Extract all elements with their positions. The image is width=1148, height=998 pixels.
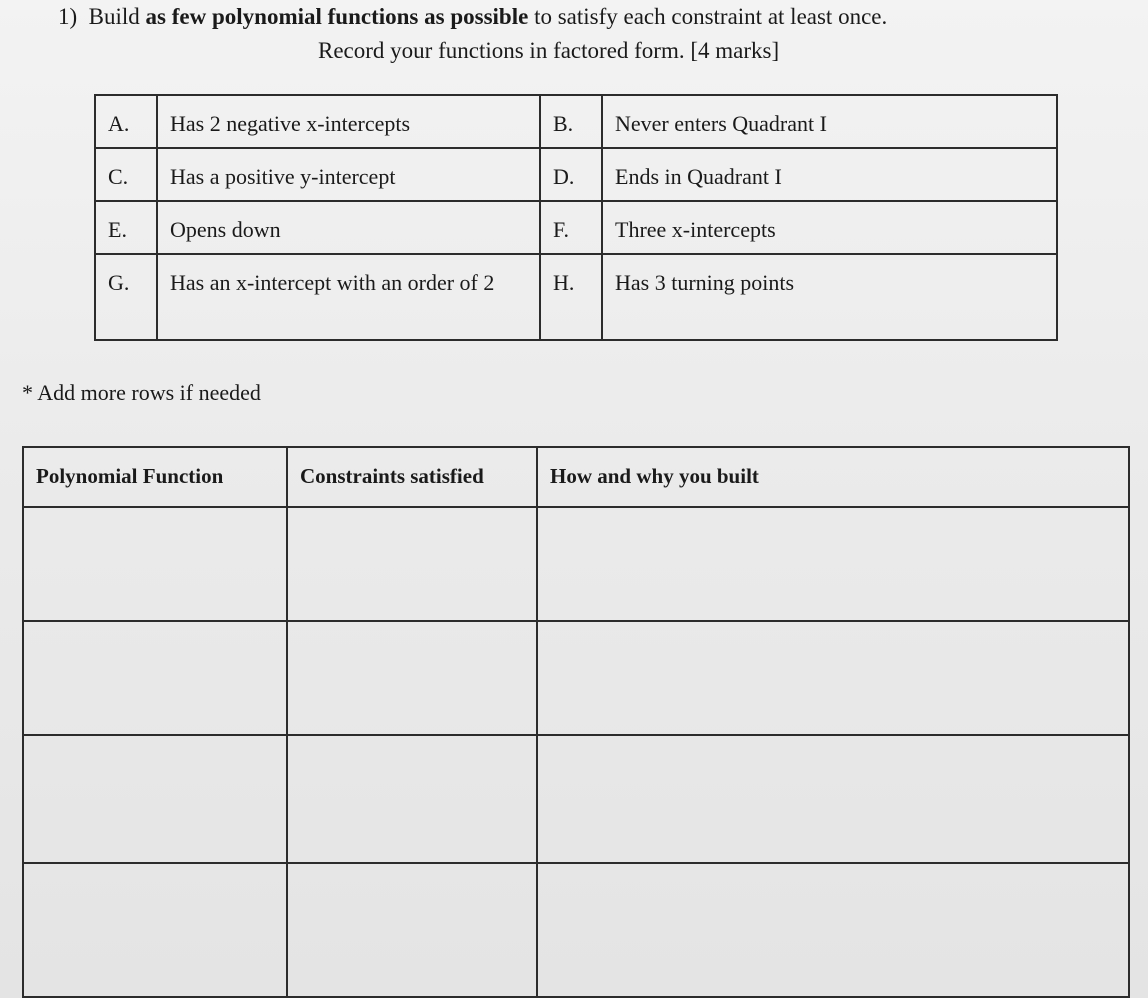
constraint-text: Three x-intercepts: [602, 201, 1057, 254]
constraint-row: [95, 254, 1057, 340]
constraints-satisfied-cell[interactable]: [287, 735, 537, 863]
how-and-why-cell[interactable]: [537, 863, 1129, 997]
polynomial-function-cell[interactable]: [23, 621, 287, 735]
constraints-satisfied-cell[interactable]: [287, 863, 537, 997]
constraint-letter: A.: [95, 95, 157, 148]
constraint-text: Ends in Quadrant I: [602, 148, 1057, 201]
constraint-row: [95, 201, 1057, 254]
constraints-table: [94, 94, 1058, 341]
question-line-1: [58, 4, 887, 30]
question-emphasis: as few polynomial functions as possible: [145, 4, 529, 29]
constraint-row: [95, 95, 1057, 148]
constraint-text: Has an x-intercept with an order of 2: [157, 254, 540, 340]
constraint-text: Never enters Quadrant I: [602, 95, 1057, 148]
answer-row: [23, 507, 1129, 621]
question-line-2: Record your functions in factored form. [4 marks]: [318, 38, 780, 63]
constraint-text: Has a positive y-intercept: [157, 148, 540, 201]
answer-row: [23, 735, 1129, 863]
header-constraints-satisfied: Constraints satisfied: [287, 447, 537, 507]
polynomial-function-cell[interactable]: [23, 863, 287, 997]
constraint-letter: D.: [540, 148, 602, 201]
answer-row: [23, 863, 1129, 997]
question-text-start: Build: [88, 4, 146, 29]
add-rows-note: * Add more rows if needed: [22, 380, 261, 405]
constraint-text: Opens down: [157, 201, 540, 254]
answer-row: [23, 621, 1129, 735]
header-how-and-why: How and why you built: [537, 447, 1129, 507]
constraint-letter: E.: [95, 201, 157, 254]
constraint-letter: C.: [95, 148, 157, 201]
constraint-text: Has 2 negative x-intercepts: [157, 95, 540, 148]
constraint-letter: F.: [540, 201, 602, 254]
constraint-letter: H.: [540, 254, 602, 340]
how-and-why-cell[interactable]: [537, 735, 1129, 863]
constraint-text: Has 3 turning points: [602, 254, 1057, 340]
answer-table: [22, 446, 1130, 998]
how-and-why-cell[interactable]: [537, 621, 1129, 735]
how-and-why-cell[interactable]: [537, 507, 1129, 621]
answer-header-row: [23, 447, 1129, 507]
constraints-satisfied-cell[interactable]: [287, 507, 537, 621]
question-text-end: to satisfy each constraint at least once.: [528, 4, 888, 29]
polynomial-function-cell[interactable]: [23, 507, 287, 621]
polynomial-function-cell[interactable]: [23, 735, 287, 863]
constraints-satisfied-cell[interactable]: [287, 621, 537, 735]
header-polynomial-function: Polynomial Function: [23, 447, 287, 507]
constraint-letter: G.: [95, 254, 157, 340]
question-number: 1): [58, 4, 78, 29]
constraint-letter: B.: [540, 95, 602, 148]
constraint-row: [95, 148, 1057, 201]
